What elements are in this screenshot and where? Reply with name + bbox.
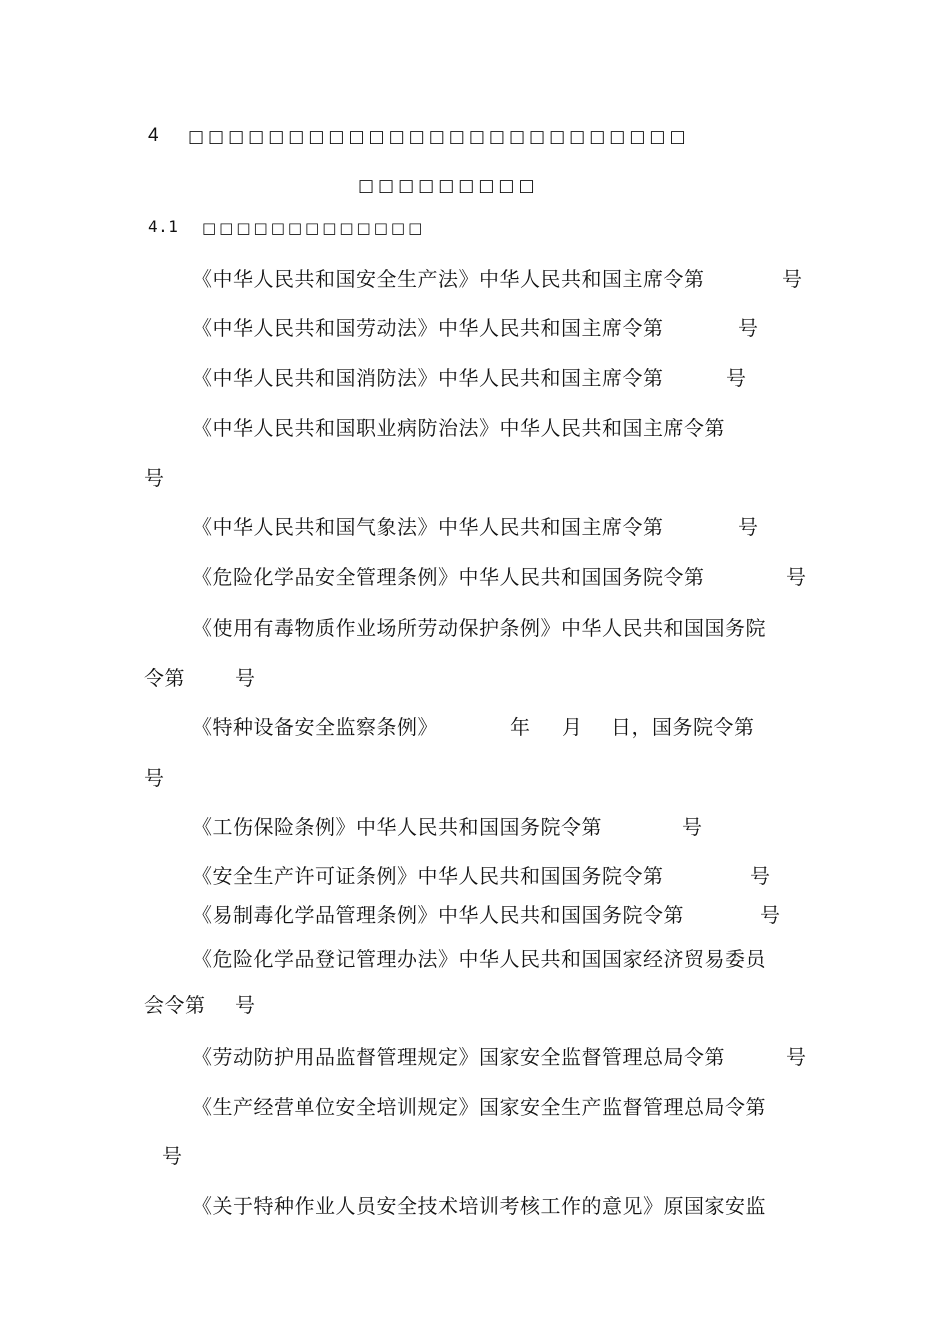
regulation-item-number: 号: [738, 515, 759, 539]
regulation-item-day: 日，国务院令第: [611, 715, 755, 739]
subsection-title: □□□□□□□□□□□□□: [202, 219, 426, 237]
regulation-item: 《易制毒化学品管理条例》中华人民共和国国务院令第: [192, 903, 684, 927]
regulation-item-number: 号: [682, 815, 703, 839]
regulation-item: 《中华人民共和国职业病防治法》中华人民共和国主席令第: [192, 416, 725, 440]
regulation-item: 《危险化学品安全管理条例》中华人民共和国国务院令第: [192, 565, 705, 589]
regulation-item: 《安全生产许可证条例》中华人民共和国国务院令第: [192, 864, 664, 888]
regulation-item-number: 号: [782, 267, 803, 291]
regulation-item-year: 年: [510, 715, 531, 739]
regulation-item: 《生产经营单位安全培训规定》国家安全生产监督管理总局令第: [192, 1095, 766, 1119]
regulation-item: 《使用有毒物质作业场所劳动保护条例》中华人民共和国国务院: [192, 616, 766, 640]
regulation-item: 《中华人民共和国消防法》中华人民共和国主席令第: [192, 366, 664, 390]
regulation-item-number: 号: [235, 993, 256, 1017]
regulation-item-continuation: 会令第: [144, 993, 206, 1017]
subsection-number: 4.1: [148, 217, 179, 236]
regulation-item-number: 号: [162, 1144, 183, 1168]
regulation-item-number: 号: [760, 903, 781, 927]
regulation-item-continuation: 令第: [144, 666, 185, 690]
regulation-item-number: 号: [144, 766, 165, 790]
regulation-item-number: 号: [144, 466, 165, 490]
regulation-item: 《危险化学品登记管理办法》中华人民共和国国家经济贸易委员: [192, 947, 766, 971]
regulation-item-number: 号: [786, 565, 807, 589]
section-title-line-1: □□□□□□□□□□□□□□□□□□□□□□□□□: [188, 127, 690, 147]
regulation-item: 《关于特种作业人员安全技术培训考核工作的意见》原国家安监: [192, 1194, 766, 1218]
regulation-item: 《特种设备安全监察条例》: [192, 715, 438, 739]
regulation-item-number: 号: [786, 1045, 807, 1069]
section-title-line-2: □□□□□□□□□: [358, 176, 539, 196]
regulation-item: 《工伤保险条例》中华人民共和国国务院令第: [192, 815, 602, 839]
regulation-item: 《中华人民共和国气象法》中华人民共和国主席令第: [192, 515, 664, 539]
regulation-item-number: 号: [235, 666, 256, 690]
regulation-item-month: 月: [562, 715, 583, 739]
section-number: 4: [148, 125, 160, 146]
regulation-item-number: 号: [726, 366, 747, 390]
regulation-item-number: 号: [738, 316, 759, 340]
regulation-item-number: 号: [750, 864, 771, 888]
regulation-item: 《中华人民共和国安全生产法》中华人民共和国主席令第: [192, 267, 705, 291]
regulation-item: 《劳动防护用品监督管理规定》国家安全监督管理总局令第: [192, 1045, 725, 1069]
regulation-item: 《中华人民共和国劳动法》中华人民共和国主席令第: [192, 316, 664, 340]
